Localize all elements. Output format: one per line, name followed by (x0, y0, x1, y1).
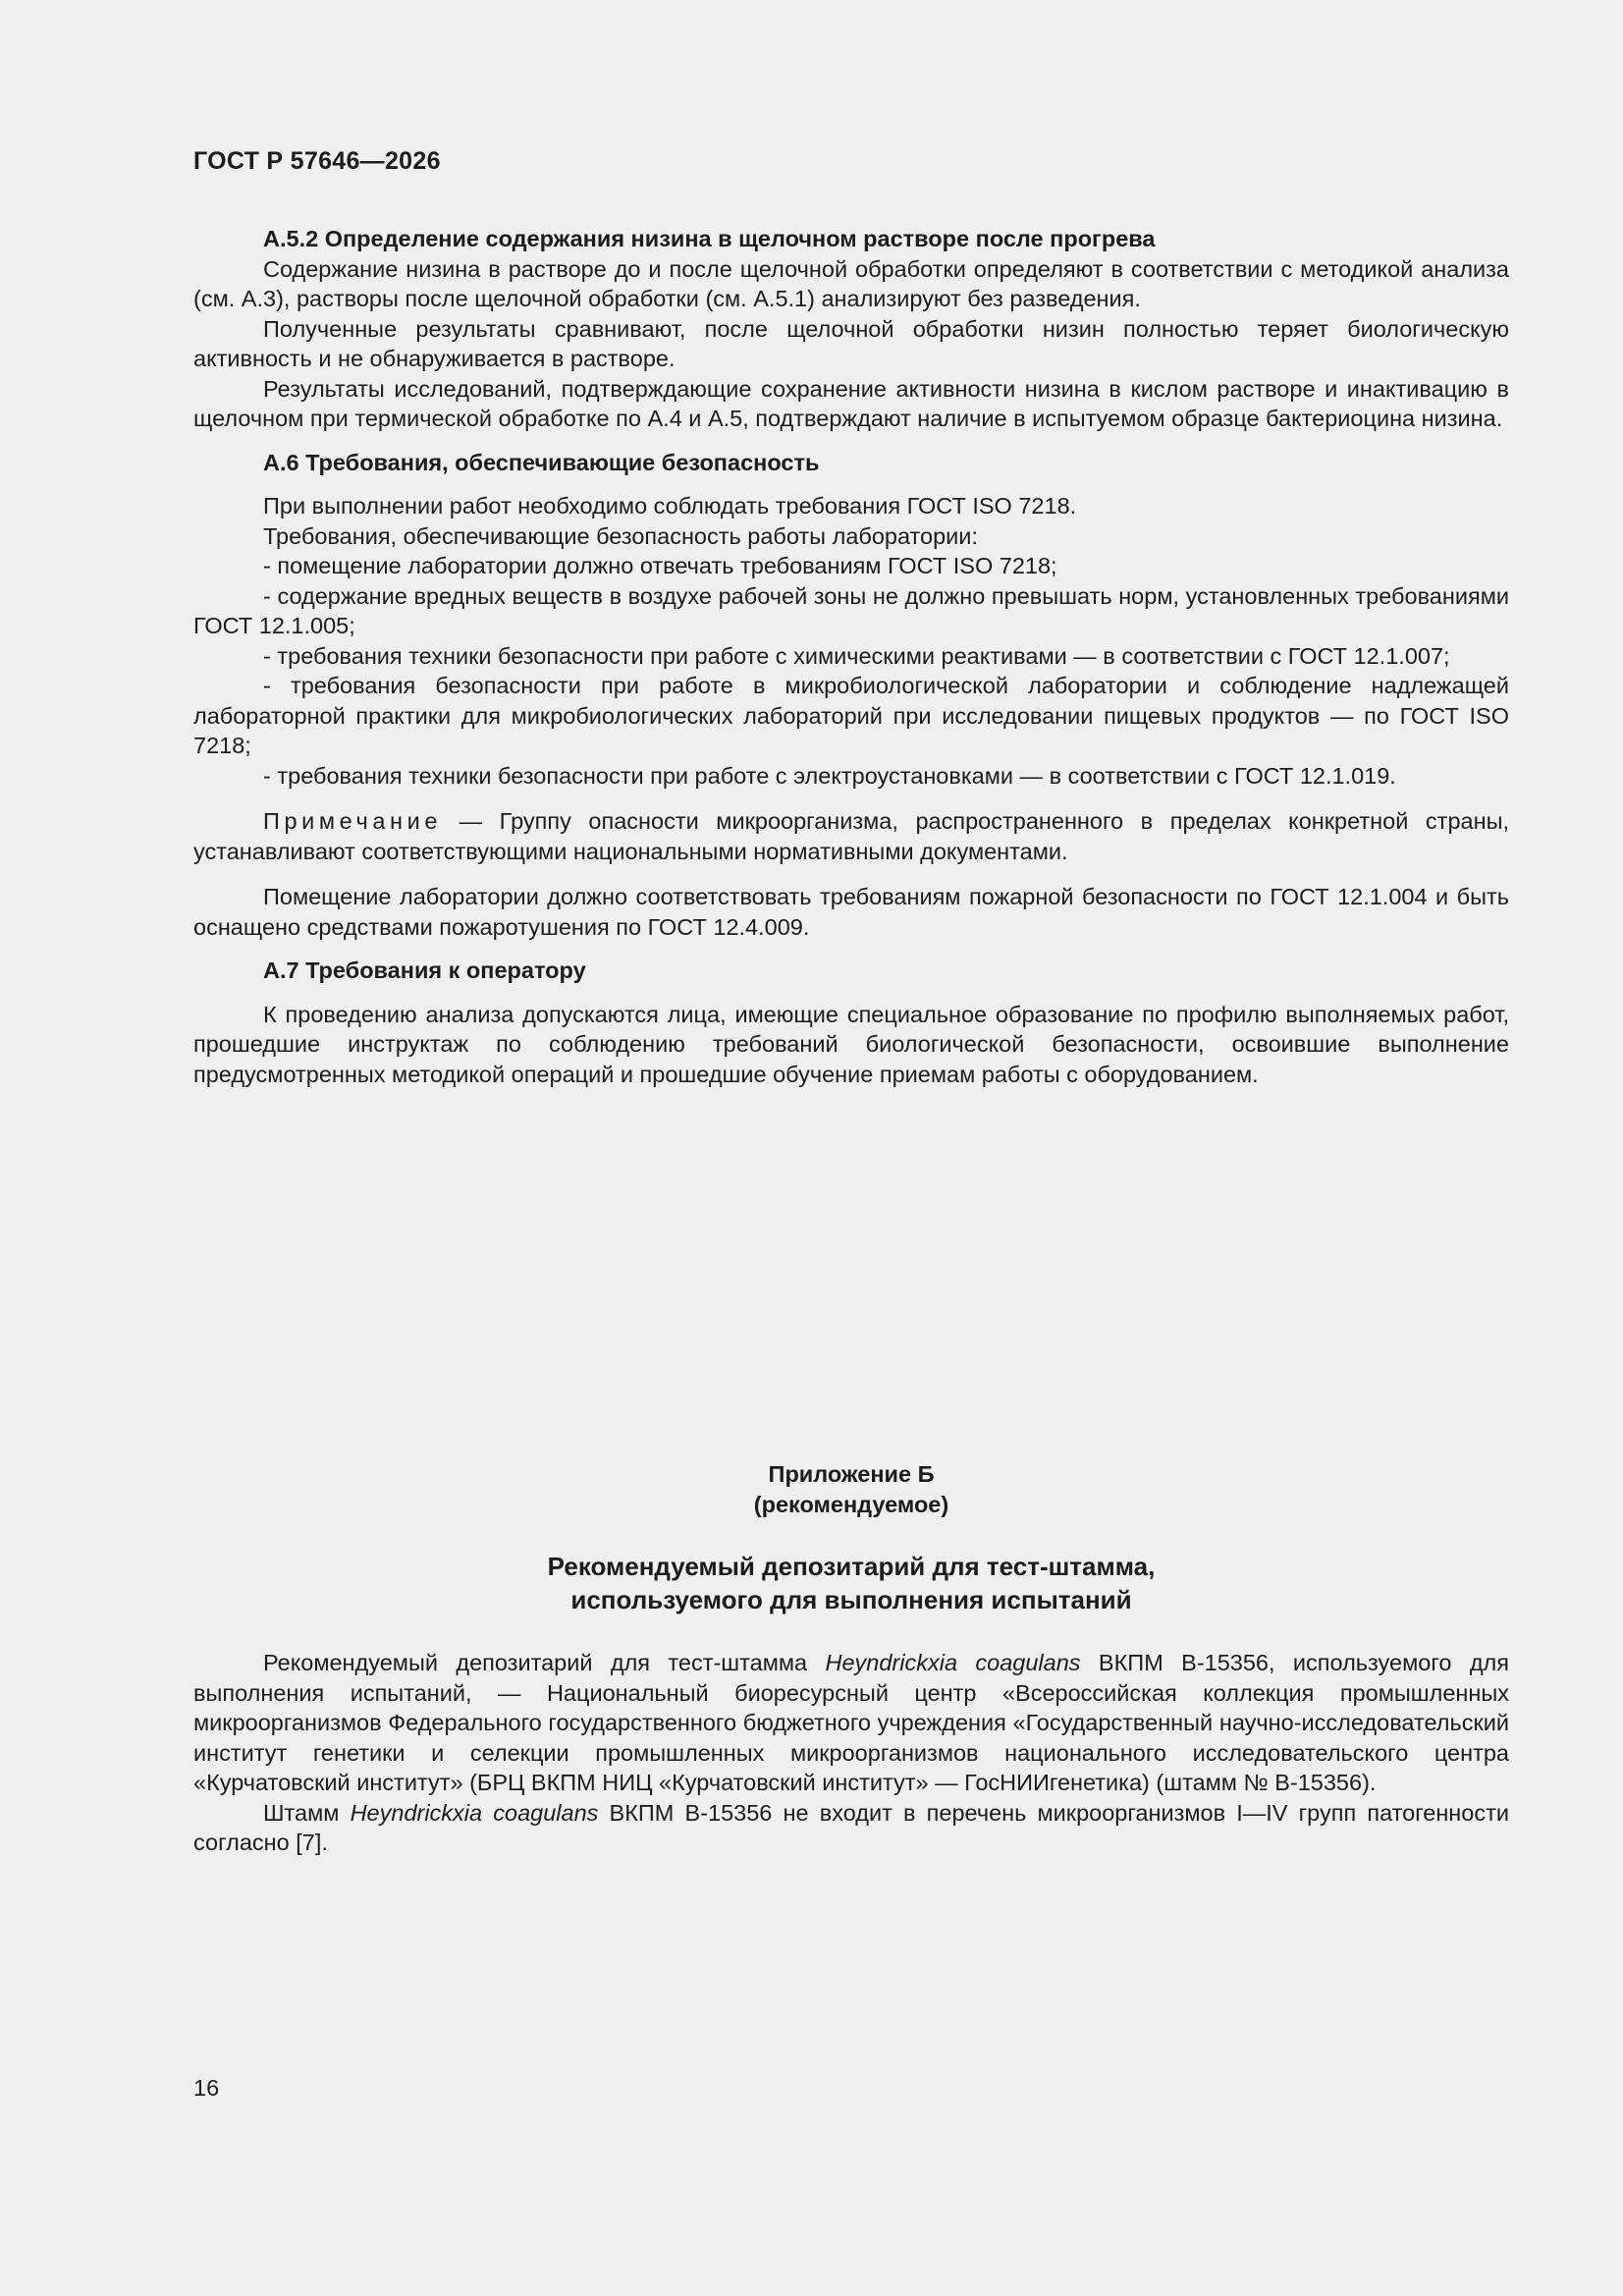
paragraph: Помещение лаборатории должно соответствовать требованиям пожарной безопасности по ГОСТ 12.1.004 и быть оснащено средствами пожаротушения по ГОСТ 12.4.009. (193, 884, 1509, 940)
list-item: - требования техники безопасности при работе с электроустановками — в соответствии с ГОСТ 12.1.019. (263, 762, 1396, 789)
paragraph (193, 1648, 1509, 1798)
appendix-status: (рекомендуемое) (753, 1491, 949, 1517)
note-text: — Группу опасности микроорганизма, распространенного в пределах конкретной страны, устанавливают соответствующими национальными нормативными документами. (193, 808, 1509, 864)
paragraph: Требования, обеспечивающие безопасность работы лаборатории: (263, 522, 978, 549)
text-span: ВКПМ В-15356, используемого для выполнения испытаний, — Национальный биоресурсный центр «Всероссийская коллекция промышленных микроорганизмов Федерального государственного бюджетного учреждения «Государственный научно-исследовательский институт генетики и селекции промышленных микроорганизмов национального исследовательского центра «Курчатовский институт» (БРЦ ВКПМ НИЦ «Курчатовский институт» — ГосНИИгенетика) (штамм № В-15356). (193, 1650, 1509, 1795)
section-heading-a6: А.6 Требования, обеспечивающие безопасность (263, 449, 820, 475)
paragraph (193, 1798, 1509, 1858)
paragraph: Содержание низина в растворе до и после щелочной обработки определяют в соответствии с методикой анализа (см. А.3), растворы после щелочной обработки (см. А.5.1) анализируют без разведения. (193, 255, 1509, 311)
appendix-label (193, 1459, 1509, 1519)
paragraph: К проведению анализа допускаются лица, имеющие специальное образование по профилю выполняемых работ, прошедшие инструктаж по соблюдению требований биологической безопасности, освоившие выполнение предусмотренных методикой операций и прошедшие обучение приемам работы с оборудованием. (193, 1001, 1509, 1087)
appendix-name: Приложение Б (768, 1461, 935, 1487)
page-number: 16 (193, 2075, 220, 2101)
list-item: - требования безопасности при работе в микробиологической лаборатории и соблюдение надлежащей лабораторной практики для микробиологических лабораторий при исследовании пищевых продуктов — по ГОСТ ISO 7218; (193, 673, 1509, 758)
appendix-body (193, 1648, 1509, 1858)
text-span: Штамм (263, 1799, 351, 1826)
main-content (193, 224, 1509, 1089)
paragraph: При выполнении работ необходимо соблюдать требования ГОСТ ISO 7218. (263, 493, 1077, 519)
list-item: - требования техники безопасности при работе с химическими реактивами — в соответствии с ГОСТ 12.1.007; (263, 642, 1450, 669)
species-name: Heyndrickxia coagulans (350, 1799, 599, 1826)
list-item: - содержание вредных веществ в воздухе рабочей зоны не должно превышать норм, установленных требованиями ГОСТ 12.1.005; (193, 582, 1509, 638)
species-name: Heyndrickxia coagulans (825, 1650, 1081, 1675)
paragraph: Результаты исследований, подтверждающие сохранение активности низина в кислом растворе и инактивацию в щелочном при термической обработке по А.4 и А.5, подтверждают наличие в испытуемом образце бактериоцина низина. (193, 375, 1509, 431)
section-heading-a7: А.7 Требования к оператору (263, 957, 586, 983)
appendix-title-line: Рекомендуемый депозитарий для тест-штамма, (547, 1552, 1156, 1581)
text-span: ВКПМ В-15356 не входит в перечень микроорганизмов I—IV групп патогенности согласно [7]. (193, 1799, 1509, 1855)
note-label: Примечание (263, 808, 443, 834)
document-header: ГОСТ Р 57646—2026 (193, 147, 441, 175)
appendix-title-line: используемого для выполнения испытаний (570, 1585, 1132, 1614)
section-heading-a52: А.5.2 Определение содержания низина в щелочном растворе после прогрева (263, 226, 1156, 251)
appendix-title (193, 1550, 1509, 1616)
paragraph: Полученные результаты сравнивают, после щелочной обработки низин полностью теряет биологическую активность и не обнаруживается в растворе. (193, 315, 1509, 371)
list-item: - помещение лаборатории должно отвечать требованиям ГОСТ ISO 7218; (263, 553, 1057, 578)
text-span: Рекомендуемый депозитарий для тест-штамма (263, 1650, 826, 1675)
note (193, 806, 1509, 866)
